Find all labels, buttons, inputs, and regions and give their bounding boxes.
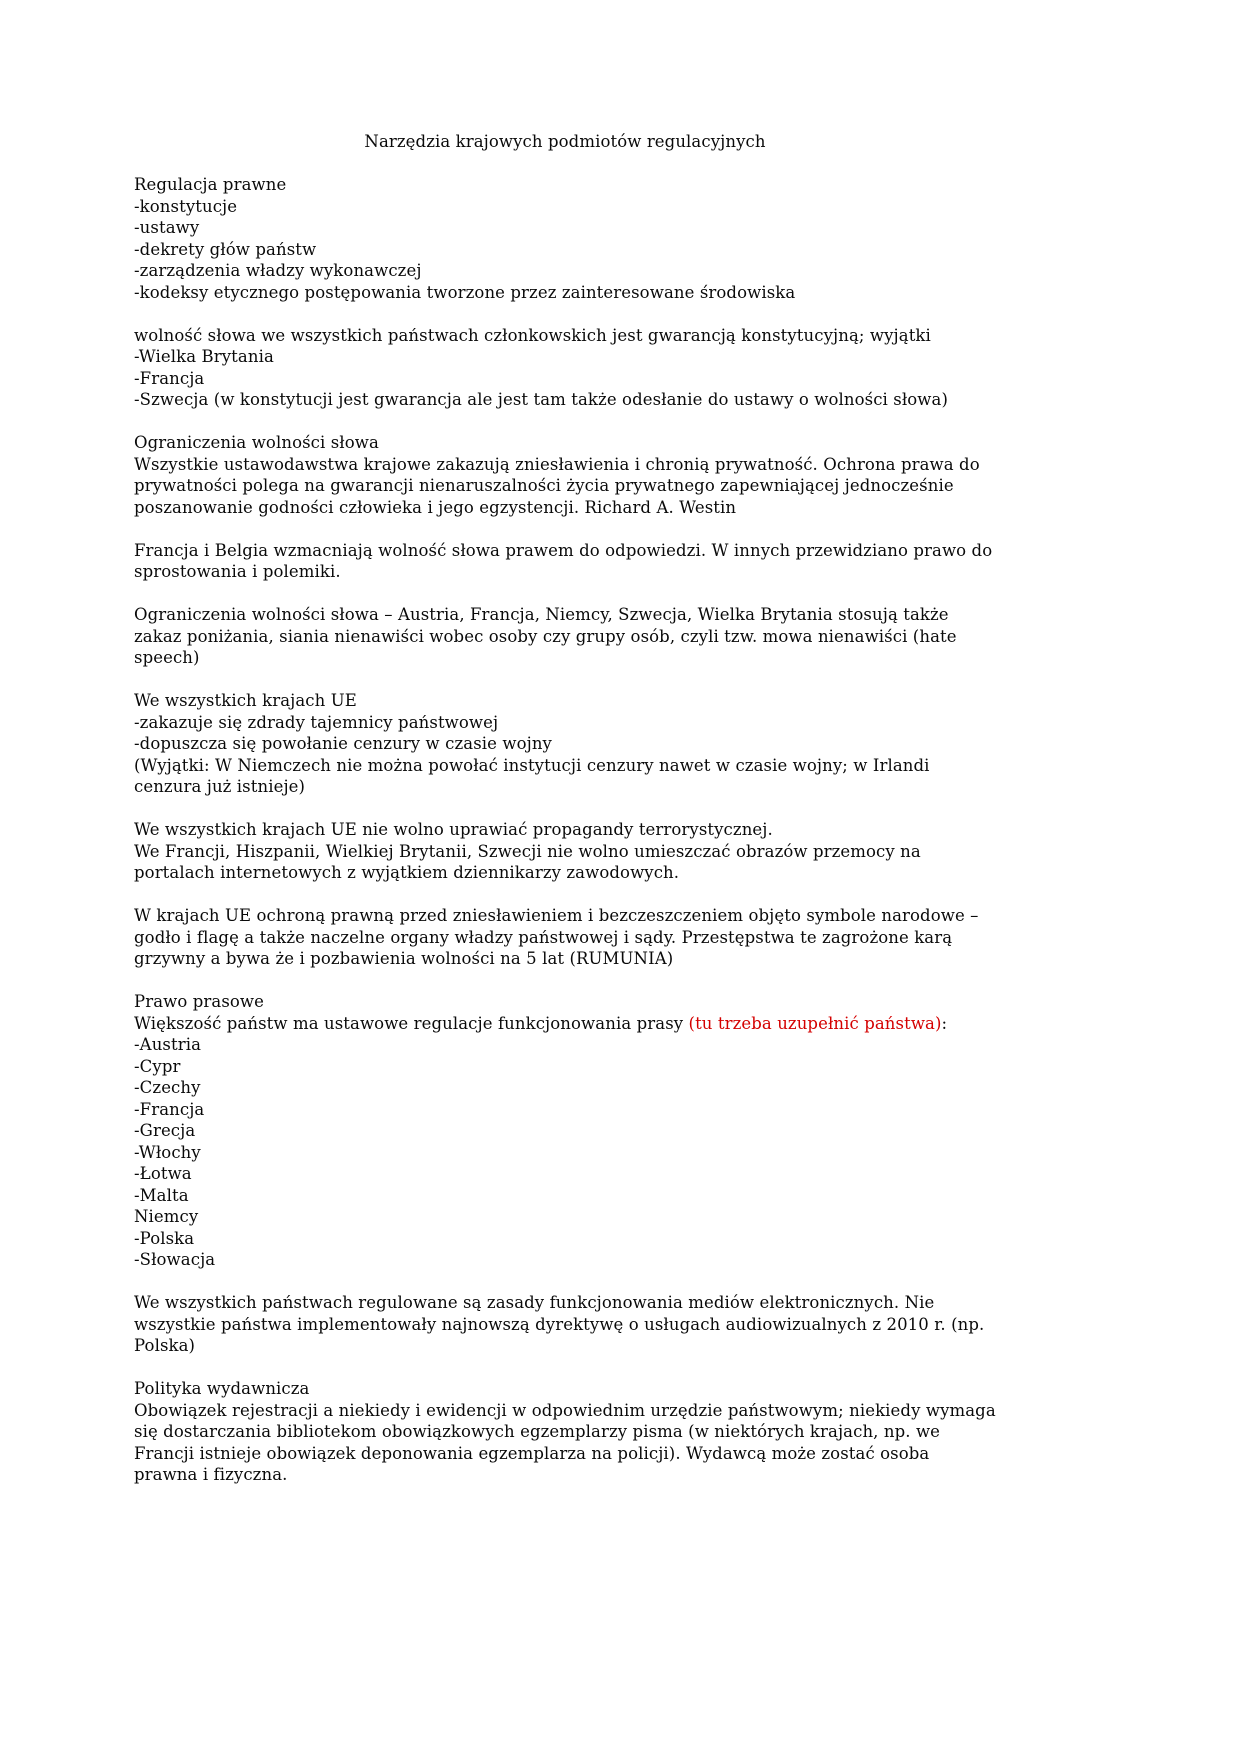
text-line: -Francja — [134, 1099, 205, 1119]
text-line: Obowiązek rejestracji a niekiedy i ewidencji w odpowiednim urzędzie państwowym; niekiedy wymaga się dostarczania bibliotekom obowiązkowych egzemplarzy pisma (w niektórych krajach, np. we Francji istnieje obowiązek deponowania egzemplarza na policji). Wydawcą może zostać osoba prawna i fizyczna. — [134, 1400, 996, 1484]
text-line: -Czechy — [134, 1078, 201, 1097]
text-line: -konstytucje — [134, 196, 238, 216]
text-line: -Cypr — [134, 1056, 181, 1076]
text-line: wolność słowa we wszystkich państwach członkowskich jest gwarancją konstytucyjną; wyjątki — [134, 325, 931, 345]
text-line: Wszystkie ustawodawstwa krajowe zakazują zniesławienia i chronią prywatność. Ochrona prawa do prywatności polega na gwarancji nienaruszalności życia prywatnego zapewniającej jednocześnie poszanowanie godności człowieka i jego egzystencji. Richard A. Westin — [134, 454, 980, 517]
annotation-red-text: (tu trzeba uzupełnić państwa — [688, 1013, 935, 1033]
text-line: -zarządzenia władzy wykonawczej — [134, 261, 422, 280]
text-line: -Austria — [134, 1035, 202, 1054]
text-line: -Malta — [134, 1185, 189, 1205]
document-content — [134, 131, 996, 1486]
text-line: -ustawy — [134, 218, 200, 237]
text-segment: Większość państw ma ustawowe regulacje funkcjonowania prasy — [134, 1013, 689, 1033]
paragraph — [134, 432, 996, 518]
paragraph — [134, 690, 996, 798]
text-line: Ograniczenia wolności słowa – Austria, Francja, Niemcy, Szwecja, Wielka Brytania stosują także zakaz poniżania, siania nienawiści wobec osoby czy grupy osób, czyli tzw. mowa nienawiści (hate speech) — [134, 605, 957, 667]
text-line: -Szwecja (w konstytucji jest gwarancja ale jest tam także odesłanie do ustawy o wolności słowa) — [134, 390, 949, 409]
text-line: We wszystkich państwach regulowane są zasady funkcjonowania mediów elektronicznych. Nie wszystkie państwa implementowały najnowszą dyrektywę o usługach audiowizualnych z 2010 r. (np. Polska) — [134, 1293, 985, 1355]
text-line: -kodeksy etycznego postępowania tworzone przez zainteresowane środowiska — [134, 282, 796, 302]
text-line: Prawo prasowe — [134, 992, 265, 1011]
paragraph — [134, 905, 996, 970]
text-line: Francja i Belgia wzmacniają wolność słowa prawem do odpowiedzi. W innych przewidziano prawo do sprostowania i polemiki. — [134, 540, 993, 581]
text-segment: : — [941, 1013, 948, 1033]
text-line: Polityka wydawnicza — [134, 1379, 310, 1398]
paragraph — [134, 604, 996, 669]
text-line: -Grecja — [134, 1121, 196, 1140]
text-line: -Francja — [134, 368, 205, 388]
text-line: Regulacja prawne — [134, 175, 287, 194]
text-line: W krajach UE ochroną prawną przed zniesławieniem i bezczeszczeniem objęto symbole narodowe – godło i flagę a także naczelne organy władzy państwowej i sądy. Przestępstwa te zagrożone karą grzywny a bywa że i pozbawienia wolności na 5 lat (RUMUNIA) — [134, 906, 979, 968]
paragraph — [134, 325, 996, 411]
text-line — [134, 1013, 996, 1035]
text-line: -Słowacja — [134, 1250, 216, 1269]
text-line: -Łotwa — [134, 1164, 192, 1183]
paragraph — [134, 819, 996, 884]
document-title: Narzędzia krajowych podmiotów regulacyjnych — [364, 132, 766, 151]
paragraph — [134, 1378, 996, 1486]
annotation-red-text: ) — [935, 1013, 942, 1033]
paragraph — [134, 540, 996, 583]
text-line: We Francji, Hiszpanii, Wielkiej Brytanii, Szwecji nie wolno umieszczać obrazów przemocy na portalach internetowych z wyjątkiem dziennikarzy zawodowych. — [134, 841, 921, 882]
paragraph — [134, 174, 996, 303]
document-body — [134, 174, 996, 1486]
text-line: -Polska — [134, 1228, 195, 1248]
text-line: (Wyjątki: W Niemczech nie można powołać instytucji cenzury nawet w czasie wojny; w Irlandi cenzura już istnieje) — [134, 755, 930, 796]
text-line: -dekrety głów państw — [134, 239, 317, 259]
text-line: We wszystkich krajach UE nie wolno uprawiać propagandy terrorystycznej. — [134, 820, 773, 839]
text-line: Niemcy — [134, 1207, 199, 1226]
text-line: -zakazuje się zdrady tajemnicy państwowej — [134, 712, 499, 732]
text-line: -Wielka Brytania — [134, 347, 274, 366]
text-line: Ograniczenia wolności słowa — [134, 433, 379, 452]
text-line: -Włochy — [134, 1142, 201, 1162]
text-line: -dopuszcza się powołanie cenzury w czasie wojny — [134, 734, 552, 753]
text-line: We wszystkich krajach UE — [134, 691, 357, 710]
paragraph — [134, 991, 996, 1271]
paragraph — [134, 1292, 996, 1357]
